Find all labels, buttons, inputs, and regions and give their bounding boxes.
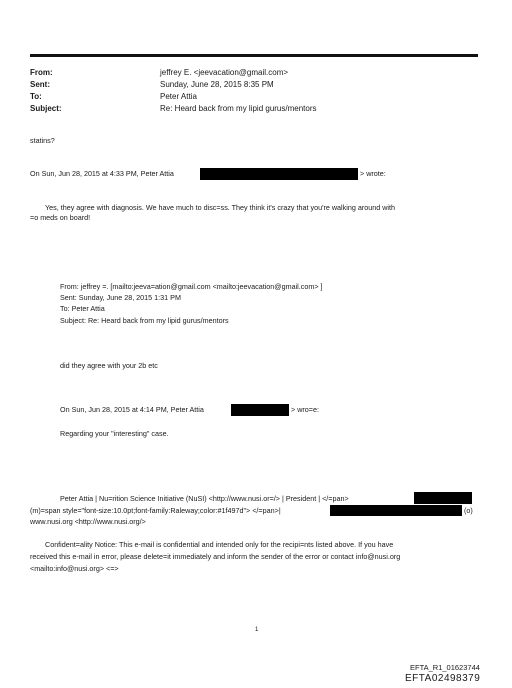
quote2-intro: On Sun, Jun 28, 2015 at 4:14 PM, Peter Attia xyxy=(60,405,204,414)
quote1-intro-end: > wrote: xyxy=(360,169,386,178)
quote1-text-line1: Yes, they agree with diagnosis. We have much to disc=ss. They think it's crazy that you're walking around with xyxy=(45,203,395,212)
sent-label: Sent: xyxy=(30,80,50,89)
fwd-question: did they agree with your 2b etc xyxy=(60,361,158,370)
from-value: jeffrey E. <jeevacation@gmail.com> xyxy=(160,68,289,77)
from-label: From: xyxy=(30,68,53,77)
signature-line1: Peter Attia | Nu=rition Science Initiative (NuSI) <http://www.nusi.or=/> | President | </=pan> xyxy=(60,494,349,503)
footer-id-1: EFTA_R1_01623744 xyxy=(410,663,480,672)
confidentiality-line2: received this e-mail in error, please delete=it immediately and inform the sender of the error or contact info@nusi.org xyxy=(30,552,401,561)
to-value: Peter Attia xyxy=(160,92,197,101)
footer-id-2: EFTA02498379 xyxy=(405,673,481,684)
quote1-intro: On Sun, Jun 28, 2015 at 4:33 PM, Peter Attia xyxy=(30,169,174,178)
quote2-intro-end: > wro=e: xyxy=(291,405,319,414)
sent-value: Sunday, June 28, 2015 8:35 PM xyxy=(160,80,274,89)
page-number: 1 xyxy=(255,627,259,633)
confidentiality-line1: Confident=ality Notice: This e-mail is confidential and intended only for the recipi=nts listed above. If you have xyxy=(45,540,394,549)
subject-label: Subject: xyxy=(30,104,62,113)
fwd-subject: Subject: Re: Heard back from my lipid gurus/mentors xyxy=(60,316,229,325)
redaction-box xyxy=(231,404,289,416)
to-label: To: xyxy=(30,92,42,101)
signature-line3: www.nusi.org <http://www.nusi.org/> xyxy=(30,517,146,526)
redaction-box xyxy=(414,492,472,504)
reply-text: statins? xyxy=(30,136,55,145)
redaction-box xyxy=(200,168,358,180)
confidentiality-line3: <mailto:info@nusi.org> <=> xyxy=(30,564,119,573)
fwd-sent: Sent: Sunday, June 28, 2015 1:31 PM xyxy=(60,293,181,302)
fwd-to: To: Peter Attia xyxy=(60,304,105,313)
signature-line2-end: (o) xyxy=(464,506,473,515)
subject-value: Re: Heard back from my lipid gurus/mentors xyxy=(160,104,317,113)
quote2-text: Regarding your "interesting" case. xyxy=(60,429,169,438)
fwd-from: From: jeffrey =. [mailto:jeeva=ation@gmail.com <mailto:jeevacation@gmail.com> ] xyxy=(60,282,323,291)
signature-line2: (m)=span style="font-size:10.0pt;font-family:Raleway;color:#1f497d"> </=pan>| xyxy=(30,506,281,515)
redaction-box xyxy=(330,505,462,516)
header-rule xyxy=(30,54,478,57)
quote1-text-line2: =o meds on board! xyxy=(30,213,91,222)
